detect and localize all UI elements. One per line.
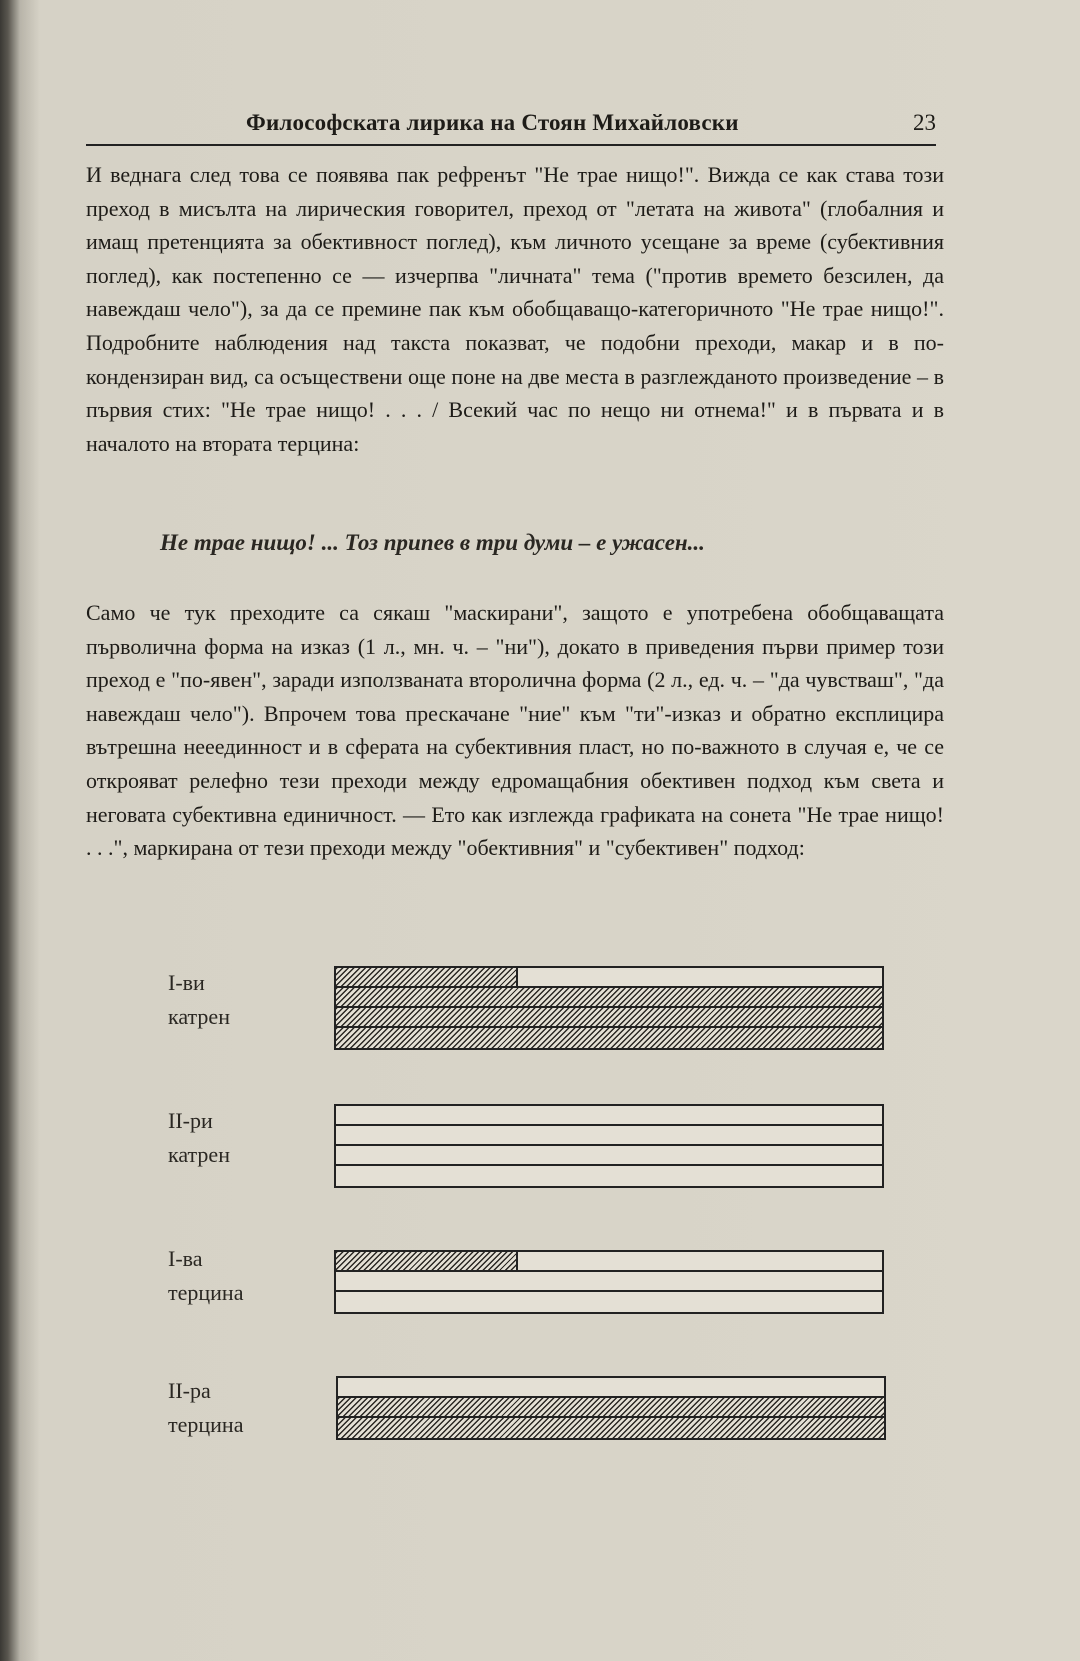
- verse-line-1-1: [336, 968, 882, 988]
- stanza-block-1: [334, 966, 884, 1050]
- subjective-hatch: [336, 988, 882, 1006]
- stanza-label-3-line1: I-ва: [168, 1246, 203, 1271]
- subjective-hatch: [336, 1008, 882, 1026]
- verse-line-2-2: [336, 1126, 882, 1146]
- subjective-hatch: [336, 968, 518, 986]
- paragraph-1: И веднага след това се появява пак рефренът "Не трае нищо!". Вижда се как става този преход в мисълта на лирическия говорител, преход от "летата на живота" (глобалния и имащ претенцията за обективност поглед), към личното усещане за време (субективния поглед), как постепенно се — изчерпва "личната" тема ("против времето безсилен, да навеждаш чело"), за да се премине пак към обобщаващо-категоричното "Не трае нищо!". Подробните наблюдения над такста показват, че подобни преходи, макар и в по-кондензиран вид, са осъществени още поне на две места в разглежданото произведение – в първия стих: "Не трае нищо! . . . / Всекий час по нещо ни отнема!" и в първата и в началото на втората терцина:: [86, 162, 944, 456]
- stanza-label-2-line2: катрен: [168, 1142, 230, 1167]
- verse-line-4-1: [338, 1378, 884, 1398]
- stanza-label-2: [168, 1104, 230, 1172]
- verse-line-3-1: [336, 1252, 882, 1272]
- stanza-label-1-line1: I-ви: [168, 970, 205, 995]
- subjective-hatch: [338, 1398, 884, 1416]
- page-number: 23: [913, 110, 936, 135]
- verse-line-1-3: [336, 1008, 882, 1028]
- running-header: [86, 108, 936, 146]
- verse-line-4-3: [338, 1418, 884, 1438]
- stanza-block-4: [336, 1376, 886, 1440]
- stanza-label-1-line2: катрен: [168, 1004, 230, 1029]
- paragraph-2: Само че тук преходите са сякаш "маскирани", защото е употребена обобщаващата първолична форма на изказ (1 л., мн. ч. – "ни"), докато в приведения първи пример този преход е "по-явен", заради използваната второлична форма (2 л., ед. ч. – "да чувстваш", "да навеждаш чело"). Впрочем това прескачане "ние" към "ти"-изказ и обратно експлицира вътрешна нееединност и в сферата на субективния пласт, но по-важното в случая е, че се открояват релефно тези преходи между едромащабния обективен подход към света и неговата субективна единичност. — Ето как изглежда графиката на сонета "Не трае нищо! . . .", маркирана от тези преходи между "обективния" и "субективен" подход:: [86, 600, 944, 861]
- verse-line-2-3: [336, 1146, 882, 1166]
- stanza-label-2-line1: II-ри: [168, 1108, 213, 1133]
- stanza-block-2: [334, 1104, 884, 1188]
- subjective-hatch: [336, 1028, 882, 1048]
- stanza-label-4-line1: II-ра: [168, 1378, 211, 1403]
- stanza-label-4-line2: терцина: [168, 1412, 244, 1437]
- stanza-label-3-line2: терцина: [168, 1280, 244, 1305]
- verse-line-2-1: [336, 1106, 882, 1126]
- verse-line-3-2: [336, 1272, 882, 1292]
- subjective-hatch: [338, 1418, 884, 1438]
- header-title: Философската лирика на Стоян Михайловски: [246, 110, 739, 135]
- verse-line-1-2: [336, 988, 882, 1008]
- subjective-hatch: [336, 1252, 518, 1270]
- verse-line-1-4: [336, 1028, 882, 1048]
- stanza-label-3: [168, 1242, 243, 1310]
- stanza-label-1: [168, 966, 230, 1034]
- verse-line-3-3: [336, 1292, 882, 1312]
- stanza-block-3: [334, 1250, 884, 1314]
- poem-quote: Не трае нищо! ... Тоз припев в три думи – е ужасен...: [160, 530, 705, 555]
- stanza-label-4: [168, 1374, 243, 1442]
- verse-line-4-2: [338, 1398, 884, 1418]
- verse-line-2-4: [336, 1166, 882, 1186]
